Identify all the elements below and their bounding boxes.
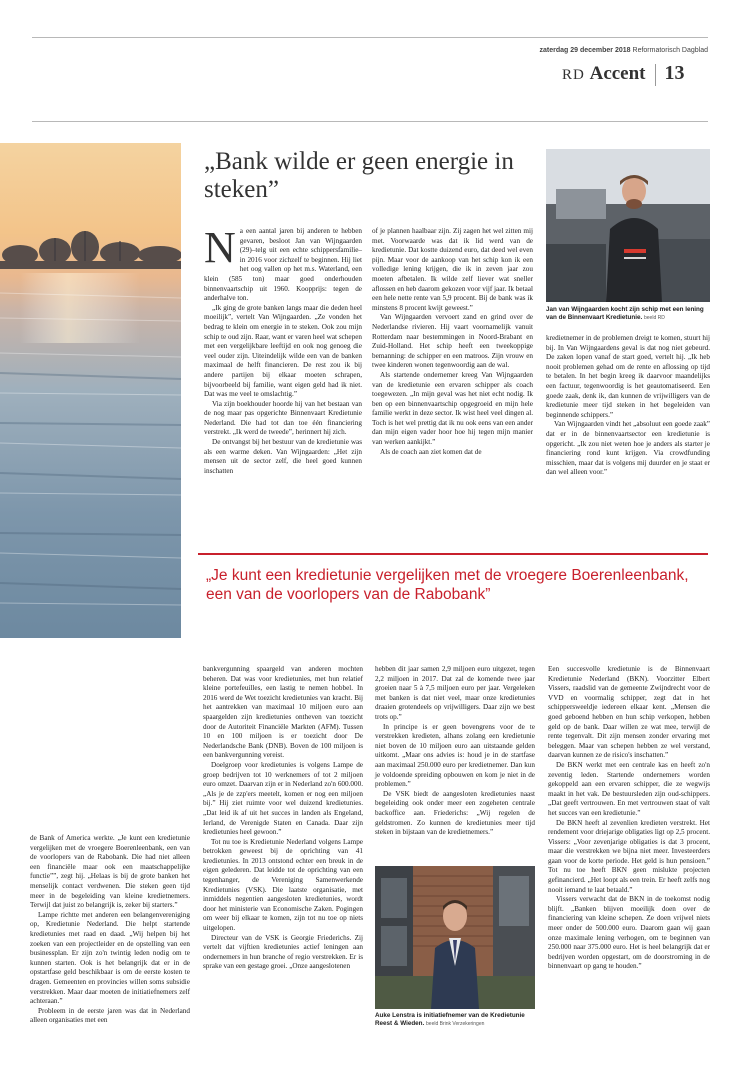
paragraph: Van Wijngaarden vindt het „absoluut een goede zaak” dat er in de binnenvaartsector een kredietunie is opgericht. „Ik zou niet weten hoe je anders als starter je financiering rond kunt krijgen. Via crowdfunding misschien, maar dat is volgens mij duurder en je staat er dan wel alleen voor.” <box>546 420 710 477</box>
paragraph: Doelgroep voor kredietunies is volgens Lampe de groep bedrijven tot 10 werknemers of tot 2 miljoen euro omzet. Daarvan zijn er in Nederland zo'n 600.000. „Als je de zzp'ers meetelt, komen er nog een miljoen bij.” Hij ziet ruimte voor wel duizend kredietunies. „Dat leid ik af uit het succes in landen als Engeland, Ierland, de Verenigde Staten en Canada. Daar zijn kredietunies heel gewoon.” <box>203 760 363 837</box>
drop-cap: N <box>204 223 236 272</box>
caption-text: Auke Lenstra is initiatiefnemer van de Kredietunie Reest & Wieden. <box>375 1012 525 1027</box>
paragraph: Een succesvolle kredietunie is de Binnenvaart Kredietunie Nederland (BKN). Voorzitter Elbert Vissers, raadslid van de gemeente Zwijndrecht voor de VVD en voormalig schipper, zegt dat in het schippersweeldje iedereen elkaar kent. „Mensen die goed geboend hebben en hun schip verkopen, hebben geld op de bank. Daar willen ze wat mee, terwijl de rente tegenvalt. Dit zijn mensen zonder ervaring met beleggen. Maar van schepen hebben ze wel verstand, daarvan kunnen ze de risico's inschatten.” <box>548 665 710 760</box>
page-number: 13 <box>664 62 685 84</box>
header-bottom-rule <box>32 121 708 122</box>
paragraph: Via zijn boekhouder hoorde hij van het bestaan van de nog maar pas opgerichte Binnenvaart Kredietunie Nederland. Die had tot dan toe één financiering verstrekt. „Ik werd de tweede”, herinnert hij zich. <box>204 399 362 437</box>
article-column-3 <box>546 334 710 478</box>
paragraph: De BKN werkt met een centrale kas en heeft zo'n zeventig leden. Startende ondernemers worden gekoppeld aan een ervaren schipper, die ze wegwijs maakt in het vak. De bestuursleden zijn oud-schippers. „Dat geeft vertrouwen. En met vertrouwen staat of valt het succes van een kredietunie.” <box>548 760 710 817</box>
paragraph: „Ik ging de grote banken langs maar die deden heel moeilijk”, vertelt Van Wijngaarden. „Ze vonden het bedrag te klein om energie in te steken. Ook zou mijn schip te oud zijn. Raar, want er varen heel wat schepen met een vergelijkbare leeftijd en ook nog genoeg die veel ouder zijn. Uiteindelijk wilde een van de banken maximaal de helft financieren. De rest zou ik bij andere partijen bij elkaar moeten schrapen, bijvoorbeeld bij familie, want eigen geld had ik niet. Dat was me veel te omslachtig.” <box>204 303 362 399</box>
photo-caption-2 <box>375 1012 537 1028</box>
pull-quote: „Je kunt een kredietunie vergelijken met de vroegere Boerenleenbank, een van de voorlopers van de Rabobank” <box>206 567 689 603</box>
article-column-1 <box>204 223 362 476</box>
paragraph: De VSK biedt de aangesloten kredietunies naast begeleiding ook onder meer een zogeheten centrale backoffice aan. Friederichs: „Wij regelen de geldstromen. Zo kunnen de kredietunies meer tijd steken in bijstaan van de kredietnemers.” <box>375 789 535 837</box>
paragraph: de Bank of America werkte. „Je kunt een kredietunie vergelijken met de vroegere Boerenleenbank, een van de voorlopers van de Rabobank. Die had niet alleen een financiële maar ook een maatschappelijke functie””, zegt hij. „Helaas is bij de grote banken het menselijk contact verdwenen. Die steken geen tijd meer in de begeleiding van kleine kredietnemers. Terwijl dat juist zo belangrijk is, zeker bij starters.” <box>30 834 190 910</box>
paragraph: Als de coach aan ziet komen dat de <box>380 447 482 456</box>
photo-caption-1 <box>546 306 710 322</box>
caption-credit: beeld RD <box>643 315 665 321</box>
paragraph: In principe is er geen bovengrens voor de te verstrekken kredieten, alhans zolang een kredietunie niet boven de 10 miljoen euro aan uitstaande gelden uitkomt. „Maar ons advies is: houd je in de startfase aan maximaal 250.000 euro per kredietnemer. Dan kun je voldoende spreiding opbouwen en kom je niet in de problemen.” <box>375 722 535 789</box>
paragraph: De ontvangst bij het bestuur van de kredietunie was als een warme deken. Van Wijngaarden: „Het zijn mensen uit de sector zelf, die heel goed kunnen inschatten <box>204 438 362 475</box>
header-date: zaterdag 29 december 2018 <box>539 47 631 54</box>
paragraph: Tot nu toe is Kredietunie Nederland volgens Lampe betrokken geweest bij de oprichting van 41 kredietunies. In 2013 ontstond echter een breuk in de eigen gelederen. Dat leidde tot de oprichting van een tegenhanger, de Vereniging Samenwerkende Kredietunies (VSK). Die laatste organisatie, met inmiddels negentien aangesloten kredietunies, wordt door het ministerie van Economische Zaken. Pogingen om weer bij elkaar te komen, zijn tot nu toe op niets uitgelopen. <box>203 837 363 933</box>
paragraph: hebben dit jaar samen 2,9 miljoen euro uitgezet, tegen 2,2 miljoen in 2017. Dat zal de komende twee jaar groeien naar 5 à 7,5 miljoen euro per jaar. Vergeleken met banken is dat niet veel, maar onze kredietunies draaien grotendeels op vrijwilligers. Daar zijn we best trots op.” <box>375 665 535 721</box>
auke-lenstra-photo <box>375 866 535 1009</box>
article-column-2 <box>372 227 533 457</box>
lower-column-3 <box>375 665 535 838</box>
caption-credit: beeld Brink Verzekeringen <box>426 1021 485 1027</box>
section-divider <box>655 64 656 86</box>
lower-column-4 <box>548 665 710 972</box>
paragraph: Lampe richtte met anderen een belangenvereniging op, Kredietunie Nederland. Die helpt startende kredietunies met raad en daad. „Wij helpen bij het zoeken van een projectleider en de opstelling van een businessplan. Er zijn zo'n twintig leden nodig om te kunnen starten. Ook is het belangrijk dat er in de opstartfase geld beschikbaar is om de eerste kosten te dragen. Gemeenten en provincies willen soms subsidie verstrekken. Maar daar moeten de initiatiefnemers zelf achteraan.” <box>30 910 190 1006</box>
section-title: Accent <box>589 63 646 84</box>
paragraph: Probleem in de eerste jaren was dat in Nederland alleen organisaties met een <box>30 1006 190 1025</box>
section-rd: RD <box>562 67 585 83</box>
header-top-rule <box>32 37 708 38</box>
header-paper: Reformatorisch Dagblad <box>632 47 708 54</box>
river-sunset-photo <box>0 143 181 638</box>
skipper-photo <box>546 149 710 302</box>
quote-rule <box>198 553 708 555</box>
header-dateline <box>540 47 709 54</box>
section-header <box>562 62 685 86</box>
headline: „Bank wilde er geen energie in steken” <box>204 148 514 203</box>
paragraph: Als startende ondernemer kreeg Van Wijngaarden van de kredietunie een ervaren schipper als coach toegewezen. „In mijn geval was het niet echt nodig. Ik ben op een binnenvaartschip opgegroeid en mijn hele familie werkt in deze sector. Ik wist heel veel dingen al. Toch is het wel prettig dat ik nu ook eens van een ander dan mijn eigen vader hoor hoe hij tegen mijn manier van werken aankijkt.” <box>372 370 533 447</box>
paragraph: Directeur van de VSK is Georgie Friederichs. Zij vertelt dat vijftien kredietunies actief leningen aan ondernemers in hun branche of regio verstrekken. Er is sprake van een gestage groei. „Onze aangeslotenen <box>203 933 363 971</box>
lower-column-2 <box>203 665 363 972</box>
lower-column-1 <box>30 834 190 1026</box>
caption-text: Jan van Wijngaarden kocht zijn schip met een lening van de Binnenvaart Kredietunie. <box>546 306 704 321</box>
paragraph: of je plannen haalbaar zijn. Zij zagen het wel zitten mij met. Voorwaarde was dat ik lid werd van de kredietunie. Dat kostte duizend euro, dat deed wel even pijn. Maar voor de aankoop van het schip kon ik een volledige lening krijgen, die ik in zeven jaar zou moeten afbetalen. Ik wilde zelf liever wat sneller aflossen en heb daarom gekozen voor vijf jaar. Ik betaal een hele nette rente van 5,9 procent. Bij de bank was ik minstens 8 procent kwijt geweest.” <box>372 227 533 312</box>
paragraph: kredietnemer in de problemen dreigt te komen, stuurt hij bij. In Van Wijngaardens geval is dat nog niet gebeurd. De zaken lopen vanaf de start goed, vertelt hij. „Ik heb nooit problemen gehad om de rente en aflossing op tijd te betalen. In het begin kreeg ik daarvoor maandelijks een factuur, tegenwoordig is het geautomatiseerd. Een goede zaak, denk ik, dan kunnen de vrijwilligers van de kredietunie meer tijd steken in het begeleiden van beginnende schippers.” <box>546 334 710 419</box>
paragraph: Vissers verwacht dat de BKN in de toekomst nodig blijft. „Banken blijven moeilijk doen over de financiering van kleine schepen. Ze doen vrijwel niets meer onder de 500.000 euro. Daarom gaan wij gaan onze maximale lening verhogen, om te beginnen van 250.000 naar 375.000 euro. Het is heel belangrijk dat er bedrijven worden opgestart, om de doorstroming in de binnenvaart op gang te houden.” <box>548 895 710 971</box>
paragraph: Van Wijngaarden vervoert zand en grind over de Nederlandse rivieren. Hij vaart voornamelijk vanuit Rotterdam naar bestemmingen in Noord-Brabant en Zuid-Holland. Het schip heeft een tweekoppige bemanning: de schipper en een matroos. Zijn vrouw en twee kinderen wonen tegenwoordig aan de wal. <box>372 313 533 370</box>
paragraph: De BKN heeft al zevenlien kredieten verstrekt. Het rendement voor driejarige obligaties ligt op 2,5 procent. Vissers: „Voor zevenjarige obligaties is dat 3 procent, maar die verstrekken we bijna niet meer. Investeerders gaan voor de korte periode. Het geld is hun pensioen.” Tot nu toe heeft BKN geen mislukte projecten gefinancierd. „Het loopt als een trein. Er heeft zelfs nog nooit iemand te laat betaald.” <box>548 818 710 894</box>
paragraph: a een aantal jaren bij anderen te hebben gevaren, besloot Jan van Wijngaarden (29)–telg uit een echte schippersfamilie– in 2016 voor zichzelf te beginnen. Hij liet het oog vallen op het m.s. Waterland, een klein (585 ton) maar goed onderhouden binnenvaartschip uit 1960. Koopprijs: tegen de anderhalve ton. <box>204 227 362 303</box>
paragraph: bankvergunning spaargeld van anderen mochten beheren. Dat was voor kredietunies, met hun relatief kleine portefeuilles, een lastig te nemen hobbel. In 2016 werd de Wet toezicht kredietunies van kracht. Bij het aantrekken van maximaal 10 miljoen euro aan spaargelden zijn kredietunies ontheven van toezicht door de Autoriteit Financiële Markten (AFM). Tussen 10 en 100 miljoen is er toezicht door De Nederlandsche Bank (DNB). Boven de 100 miljoen is een bankvergunning vereist. <box>203 665 363 760</box>
